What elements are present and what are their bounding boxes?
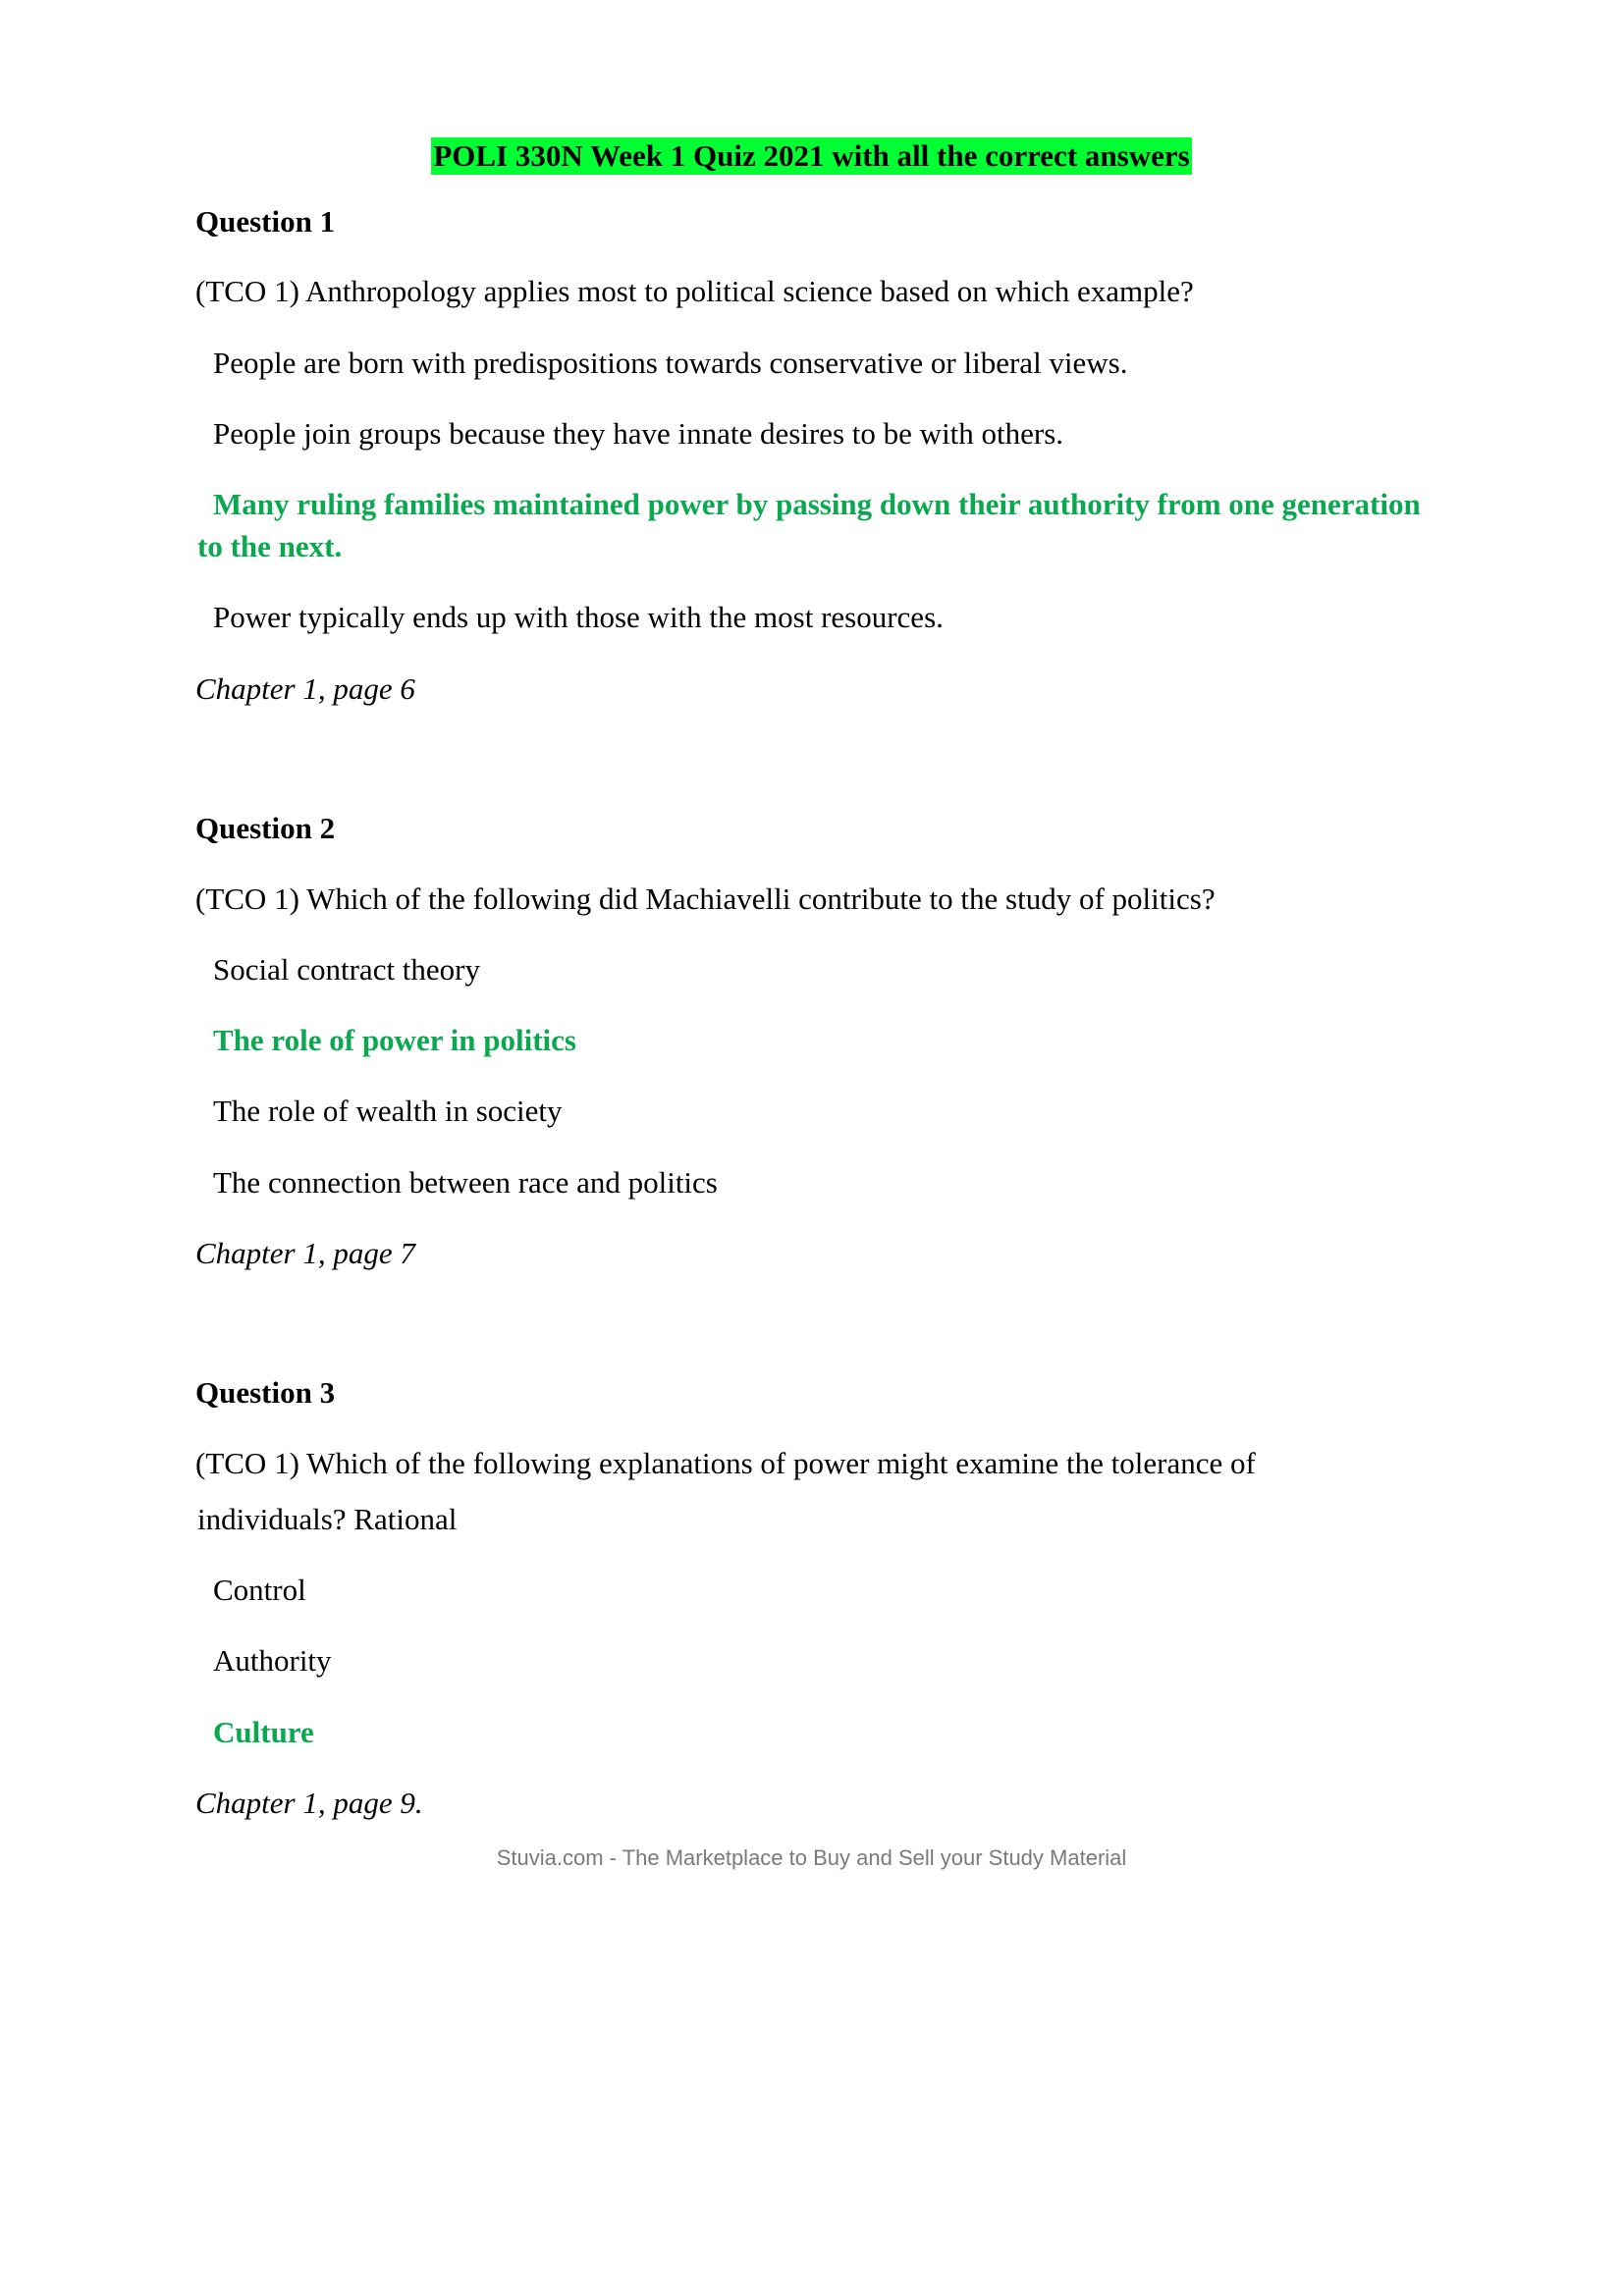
question-2-option-4: The connection between race and politics	[213, 1165, 718, 1200]
question-1-heading: Question 1	[195, 204, 336, 239]
question-3-reference: Chapter 1, page 9.	[195, 1786, 423, 1820]
question-3-option-2: Authority	[213, 1643, 332, 1678]
footer-text: Stuvia.com - The Marketplace to Buy and Sell your Study Material	[496, 1845, 1127, 1870]
question-1-option-3-correct: Many ruling families maintained power by passing down their authority from one generation	[213, 487, 1421, 521]
document-title: POLI 330N Week 1 Quiz 2021 with all the correct answers	[433, 138, 1190, 173]
question-2-option-2-correct: The role of power in politics	[213, 1023, 576, 1057]
question-1-option-1: People are born with predispositions towards conservative or liberal views.	[213, 346, 1128, 380]
question-2-prompt: (TCO 1) Which of the following did Machiavelli contribute to the study of politics?	[195, 881, 1216, 916]
question-2-option-1: Social contract theory	[213, 952, 481, 987]
question-3-prompt: (TCO 1) Which of the following explanations of power might examine the tolerance of	[195, 1446, 1256, 1480]
question-1-prompt: (TCO 1) Anthropology applies most to political science based on which example?	[195, 274, 1194, 308]
question-2-reference: Chapter 1, page 7	[195, 1236, 415, 1270]
question-1-option-2: People join groups because they have innate desires to be with others.	[213, 416, 1064, 451]
question-3-option-3-correct: Culture	[213, 1715, 314, 1749]
question-1-option-4: Power typically ends up with those with the most resources.	[213, 600, 944, 634]
question-3-heading: Question 3	[195, 1375, 336, 1410]
question-3-prompt-continued: individuals? Rational	[197, 1502, 458, 1536]
question-2-heading: Question 2	[195, 811, 336, 845]
question-1-reference: Chapter 1, page 6	[195, 671, 415, 706]
title-row	[0, 137, 1623, 175]
question-3-option-1: Control	[213, 1573, 306, 1607]
question-1-option-3-continued: to the next.	[197, 529, 343, 563]
question-2-option-3: The role of wealth in society	[213, 1094, 563, 1128]
